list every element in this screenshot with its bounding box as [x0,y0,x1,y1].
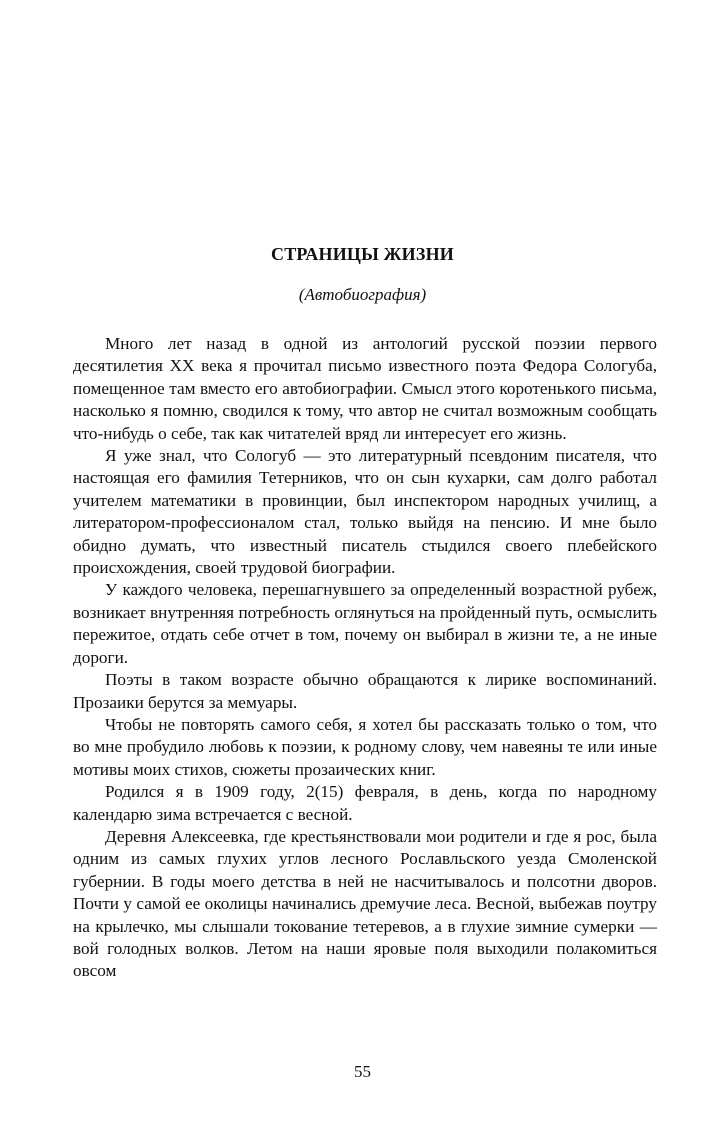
page-number: 55 [354,1062,371,1081]
chapter-title: СТРАНИЦЫ ЖИЗНИ [271,244,454,264]
body-text [73,333,657,983]
paragraph: Я уже знал, что Сологуб — это литературный псевдоним писателя, что настоящая его фамилия Тетерников, что он сын кухарки, сам долго работал учителем математики в провинции, был инспектором народных училищ, а литератором-профессионалом стал, только выйдя на пенсию. И мне было обидно думать, что известный писатель стыдился своего плебейского происхождения, своей трудовой биографии. [73,446,657,578]
paragraph: Много лет назад в одной из антологий русской поэзии первого десятилетия XX века я прочитал письмо известного поэта Федора Сологуба, помещенное там вместо его автобиографии. Смысл этого коротенького письма, насколько я помню, сводился к тому, что автор не считал возможным сообщать что-нибудь о себе, так как читателей вряд ли интересует его жизнь. [73,334,657,443]
paragraph: Родился я в 1909 году, 2(15) февраля, в день, когда по народному календарю зима встречается с весной. [73,782,657,824]
paragraph: У каждого человека, перешагнувшего за определенный возрастной рубеж, возникает внутренняя потребность оглянуться на пройденный путь, осмыслить пережитое, отдать себе отчет в том, почему он выбирал в жизни те, а не иные дороги. [73,580,657,667]
paragraph: Поэты в таком возрасте обычно обращаются к лирике воспоминаний. Прозаики берутся за мемуары. [73,670,657,712]
paragraph: Деревня Алексеевка, где крестьянствовали мои родители и где я рос, была одним из самых глухих углов лесного Рославльского уезда Смоленской губернии. В годы моего детства в ней не насчитывалось и полсотни дворов. Почти у самой ее околицы начинались дремучие леса. Весной, выбежав поутру на крылечко, мы слышали токование тетеревов, а в глухие зимние сумерки — вой голодных волков. Летом на наши яровые поля выходили полакомиться овсом [73,826,657,981]
chapter-subtitle: (Автобиография) [298,285,427,304]
paragraph: Чтобы не повторять самого себя, я хотел бы рассказать только о том, что во мне пробудило любовь к поэзии, к родному слову, чем навеяны те или иные мотивы моих стихов, сюжеты прозаических книг. [73,714,657,779]
